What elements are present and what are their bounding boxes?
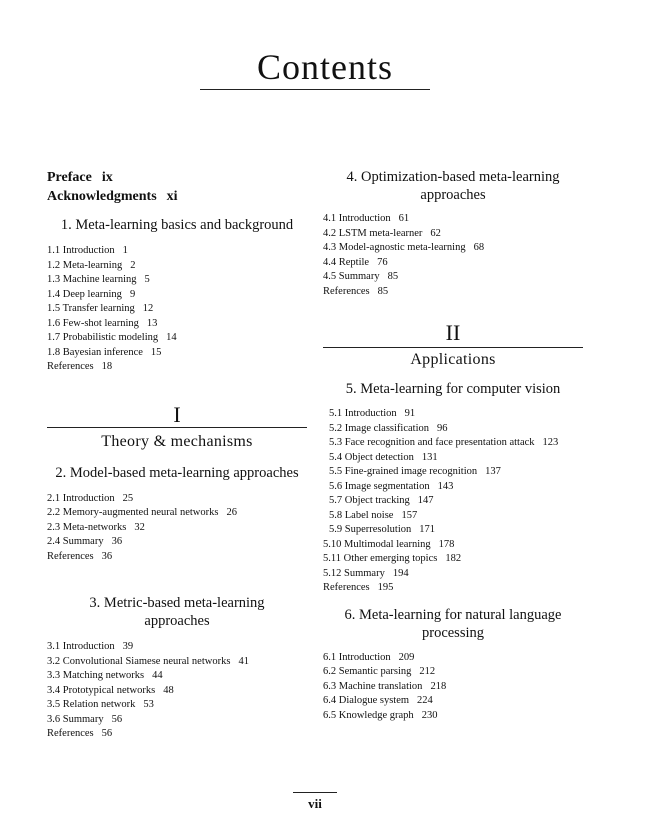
toc-entry[interactable]: 5.4 Object detection 131 bbox=[329, 451, 438, 463]
toc-entry[interactable]: 1.2 Meta-learning 2 bbox=[47, 259, 136, 271]
title-rule bbox=[200, 89, 430, 90]
toc-entry[interactable]: 2.2 Memory-augmented neural networks 26 bbox=[47, 507, 237, 518]
toc-entry[interactable]: 2.1 Introduction 25 bbox=[47, 492, 134, 504]
right-column bbox=[323, 168, 583, 723]
chapter-5-entries bbox=[323, 407, 583, 538]
toc-entry[interactable]: 3.1 Introduction 39 bbox=[47, 641, 134, 652]
toc-references[interactable]: References 195 bbox=[323, 582, 394, 593]
chapter-4-entries bbox=[323, 212, 583, 299]
toc-references[interactable]: References 56 bbox=[47, 728, 113, 739]
toc-preface[interactable]: Preface ix bbox=[47, 170, 113, 185]
chapter-6-title[interactable]: 6. Meta-learning for natural language processing bbox=[344, 606, 562, 641]
toc-entry[interactable]: 4.4 Reptile 76 bbox=[323, 256, 388, 268]
left-column bbox=[47, 168, 307, 742]
toc-entry[interactable]: 6.2 Semantic parsing 212 bbox=[323, 666, 436, 677]
toc-entry[interactable]: 3.6 Summary 56 bbox=[47, 713, 123, 725]
chapter-5-entries-cont bbox=[323, 538, 583, 596]
toc-entry[interactable]: 2.3 Meta-networks 32 bbox=[47, 521, 145, 533]
chapter-3-title[interactable]: 3. Metric-based meta-learning approaches bbox=[89, 595, 265, 629]
chapter-2-title[interactable]: 2. Model-based meta-learning approaches bbox=[55, 464, 299, 481]
toc-entry[interactable]: 5.3 Face recognition and face presentation attack 123 bbox=[329, 437, 559, 448]
toc-entry[interactable]: 1.4 Deep learning 9 bbox=[47, 288, 136, 300]
toc-entry[interactable]: 6.3 Machine translation 218 bbox=[323, 680, 447, 692]
toc-entry[interactable]: 4.3 Model-agnostic meta-learning 68 bbox=[323, 242, 485, 253]
toc-entry[interactable]: 3.4 Prototypical networks 48 bbox=[47, 684, 174, 696]
toc-entry[interactable]: 4.5 Summary 85 bbox=[323, 271, 399, 282]
toc-entry[interactable]: 3.2 Convolutional Siamese neural networks 41 bbox=[47, 655, 249, 667]
chapter-6-entries bbox=[323, 651, 583, 724]
chapter-1-title[interactable]: 1. Meta-learning basics and background bbox=[60, 217, 294, 233]
toc-entry[interactable]: 5.10 Multimodal learning 178 bbox=[323, 538, 455, 550]
toc-entry[interactable]: 5.6 Image segmentation 143 bbox=[329, 480, 454, 492]
toc-entry[interactable]: 5.8 Label noise 157 bbox=[329, 509, 418, 521]
chapter-3-entries bbox=[47, 640, 307, 742]
part-2-numeral: II bbox=[445, 320, 461, 345]
toc-entry[interactable]: 1.5 Transfer learning 12 bbox=[47, 303, 154, 314]
toc-entry[interactable]: 6.1 Introduction 209 bbox=[323, 651, 415, 663]
toc-entry[interactable]: 1.6 Few-shot learning 13 bbox=[47, 317, 158, 329]
toc-entry[interactable]: 1.7 Probabilistic modeling 14 bbox=[47, 332, 177, 343]
toc-entry[interactable]: 4.2 LSTM meta-learner 62 bbox=[323, 227, 441, 239]
toc-entry[interactable]: 4.1 Introduction 61 bbox=[323, 213, 410, 224]
toc-entry[interactable]: 3.5 Relation network 53 bbox=[47, 699, 154, 710]
part-1-rule bbox=[47, 427, 307, 428]
part-1-numeral: I bbox=[173, 401, 181, 427]
toc-references[interactable]: References 85 bbox=[323, 285, 389, 297]
part-2-rule bbox=[323, 347, 583, 348]
page-number: vii bbox=[293, 792, 337, 812]
chapter-4-title[interactable]: 4. Optimization-based meta-learning approaches bbox=[346, 169, 560, 203]
toc-entry[interactable]: 3.3 Matching networks 44 bbox=[47, 670, 163, 681]
toc-entry[interactable]: 1.3 Machine learning 5 bbox=[47, 274, 150, 285]
toc-entry[interactable]: 2.4 Summary 36 bbox=[47, 536, 123, 547]
toc-entry[interactable]: 1.8 Bayesian inference 15 bbox=[47, 346, 162, 358]
toc-entry[interactable]: 5.1 Introduction 91 bbox=[329, 408, 416, 419]
part-2-title[interactable]: Applications bbox=[410, 351, 496, 368]
toc-entry[interactable]: 5.9 Superresolution 171 bbox=[329, 524, 435, 535]
front-matter bbox=[47, 168, 307, 206]
toc-entry[interactable]: 5.2 Image classification 96 bbox=[329, 422, 448, 434]
toc-entry[interactable]: 5.11 Other emerging topics 182 bbox=[323, 553, 462, 564]
toc-entry[interactable]: 5.12 Summary 194 bbox=[323, 567, 409, 579]
toc-references[interactable]: References 18 bbox=[47, 361, 113, 372]
part-1-title[interactable]: Theory & mechanisms bbox=[101, 432, 253, 450]
chapter-1-entries bbox=[47, 244, 307, 375]
toc-entry[interactable]: 6.5 Knowledge graph 230 bbox=[323, 709, 438, 721]
chapter-2-entries bbox=[47, 492, 307, 565]
toc-entry[interactable]: 1.1 Introduction 1 bbox=[47, 245, 128, 256]
toc-entry[interactable]: 5.7 Object tracking 147 bbox=[329, 495, 434, 506]
chapter-5-title[interactable]: 5. Meta-learning for computer vision bbox=[345, 381, 561, 397]
page-title: Contents bbox=[256, 47, 393, 87]
toc-references[interactable]: References 36 bbox=[47, 550, 113, 562]
toc-acknowledgments[interactable]: Acknowledgments xi bbox=[47, 189, 178, 204]
toc-entry[interactable]: 5.5 Fine-grained image recognition 137 bbox=[329, 466, 501, 477]
toc-entry[interactable]: 6.4 Dialogue system 224 bbox=[323, 695, 433, 706]
